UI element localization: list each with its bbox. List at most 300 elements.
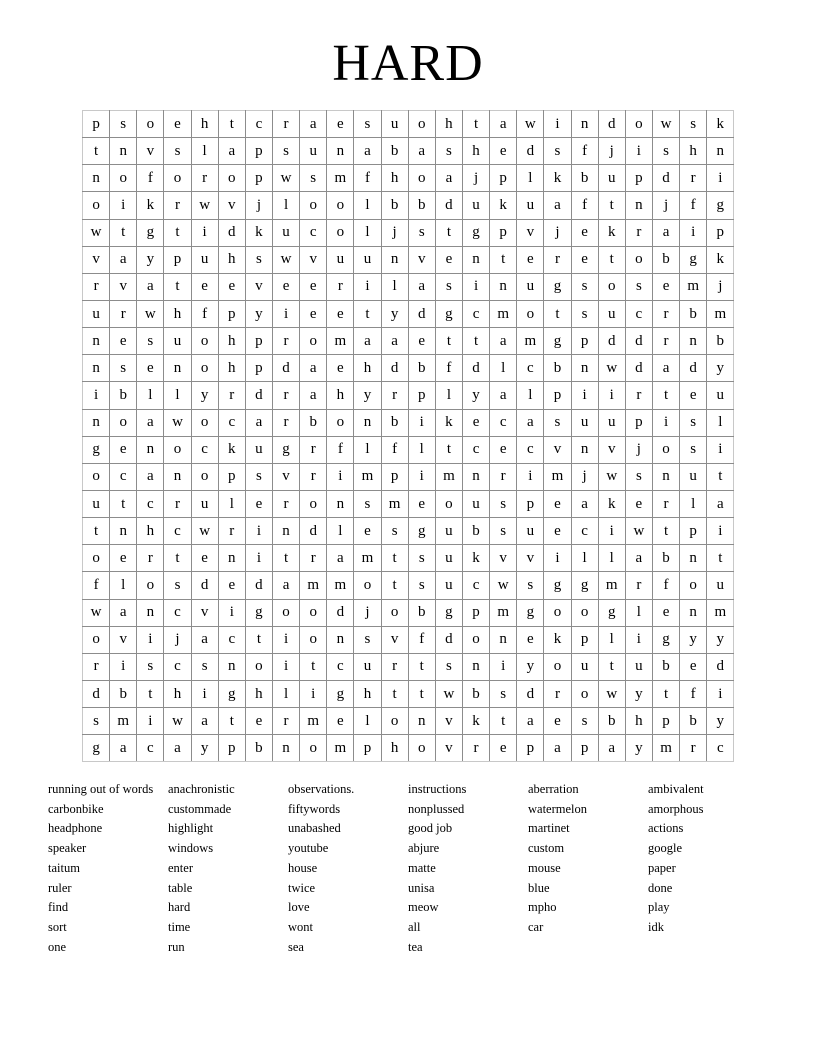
grid-cell[interactable]: t (164, 545, 191, 572)
grid-cell[interactable]: s (571, 708, 598, 735)
grid-cell[interactable]: i (272, 300, 299, 327)
grid-cell[interactable]: b (381, 138, 408, 165)
grid-cell[interactable]: t (652, 680, 679, 707)
grid-cell[interactable]: m (327, 572, 354, 599)
grid-cell[interactable]: e (571, 246, 598, 273)
grid-cell[interactable]: u (245, 436, 272, 463)
grid-cell[interactable]: n (83, 328, 110, 355)
grid-cell[interactable]: u (707, 572, 734, 599)
grid-cell[interactable]: c (517, 436, 544, 463)
grid-cell[interactable]: v (110, 273, 137, 300)
grid-cell[interactable]: r (652, 328, 679, 355)
grid-cell[interactable]: u (680, 463, 707, 490)
grid-cell[interactable]: l (517, 382, 544, 409)
grid-cell[interactable]: i (707, 518, 734, 545)
grid-cell[interactable]: j (571, 463, 598, 490)
grid-cell[interactable]: p (354, 735, 381, 762)
grid-cell[interactable]: a (164, 735, 191, 762)
grid-cell[interactable]: p (707, 219, 734, 246)
grid-cell[interactable]: r (110, 300, 137, 327)
grid-cell[interactable]: r (83, 273, 110, 300)
grid-cell[interactable]: n (218, 545, 245, 572)
grid-cell[interactable]: e (272, 273, 299, 300)
grid-cell[interactable]: b (652, 545, 679, 572)
grid-cell[interactable]: v (191, 599, 218, 626)
grid-cell[interactable]: e (164, 111, 191, 138)
grid-cell[interactable]: r (191, 165, 218, 192)
grid-cell[interactable]: s (164, 572, 191, 599)
grid-cell[interactable]: e (408, 328, 435, 355)
grid-cell[interactable]: t (490, 708, 517, 735)
grid-cell[interactable]: o (245, 653, 272, 680)
grid-cell[interactable]: y (191, 382, 218, 409)
grid-cell[interactable]: a (544, 735, 571, 762)
grid-cell[interactable]: d (435, 626, 462, 653)
grid-cell[interactable]: s (680, 436, 707, 463)
grid-cell[interactable]: e (490, 436, 517, 463)
grid-cell[interactable]: h (191, 111, 218, 138)
grid-cell[interactable]: t (164, 219, 191, 246)
grid-cell[interactable]: h (381, 165, 408, 192)
grid-cell[interactable]: s (490, 490, 517, 517)
grid-cell[interactable]: n (354, 409, 381, 436)
grid-cell[interactable]: o (354, 572, 381, 599)
grid-cell[interactable]: s (381, 518, 408, 545)
grid-cell[interactable]: h (137, 518, 164, 545)
grid-cell[interactable]: o (191, 463, 218, 490)
grid-cell[interactable]: v (517, 219, 544, 246)
grid-cell[interactable]: w (191, 192, 218, 219)
grid-cell[interactable]: f (435, 355, 462, 382)
grid-cell[interactable]: b (462, 680, 489, 707)
grid-cell[interactable]: d (625, 355, 652, 382)
grid-cell[interactable]: v (408, 246, 435, 273)
grid-cell[interactable]: l (354, 708, 381, 735)
grid-cell[interactable]: f (680, 680, 707, 707)
grid-cell[interactable]: r (272, 708, 299, 735)
grid-cell[interactable]: n (652, 463, 679, 490)
grid-cell[interactable]: t (300, 653, 327, 680)
grid-cell[interactable]: s (544, 409, 571, 436)
grid-cell[interactable]: i (652, 409, 679, 436)
grid-cell[interactable]: g (245, 599, 272, 626)
grid-cell[interactable]: a (137, 463, 164, 490)
grid-cell[interactable]: l (137, 382, 164, 409)
grid-cell[interactable]: p (544, 382, 571, 409)
grid-cell[interactable]: v (544, 436, 571, 463)
grid-cell[interactable]: k (245, 219, 272, 246)
grid-cell[interactable]: m (490, 599, 517, 626)
grid-cell[interactable]: p (218, 300, 245, 327)
grid-cell[interactable]: p (245, 165, 272, 192)
grid-cell[interactable]: d (245, 382, 272, 409)
grid-cell[interactable]: u (517, 273, 544, 300)
grid-cell[interactable]: a (300, 355, 327, 382)
grid-cell[interactable]: n (462, 463, 489, 490)
grid-cell[interactable]: h (327, 382, 354, 409)
grid-cell[interactable]: g (707, 192, 734, 219)
grid-cell[interactable]: r (300, 436, 327, 463)
grid-cell[interactable]: t (462, 111, 489, 138)
grid-cell[interactable]: d (598, 111, 625, 138)
grid-cell[interactable]: t (598, 192, 625, 219)
grid-cell[interactable]: a (137, 409, 164, 436)
grid-cell[interactable]: e (680, 653, 707, 680)
grid-cell[interactable]: a (110, 599, 137, 626)
grid-cell[interactable]: t (598, 246, 625, 273)
grid-cell[interactable]: n (571, 111, 598, 138)
grid-cell[interactable]: e (191, 545, 218, 572)
grid-cell[interactable]: b (408, 192, 435, 219)
grid-cell[interactable]: b (381, 409, 408, 436)
grid-cell[interactable]: j (625, 436, 652, 463)
grid-cell[interactable]: c (707, 735, 734, 762)
grid-cell[interactable]: v (598, 436, 625, 463)
grid-cell[interactable]: t (110, 219, 137, 246)
grid-cell[interactable]: l (381, 273, 408, 300)
grid-cell[interactable]: d (191, 572, 218, 599)
grid-cell[interactable]: o (272, 599, 299, 626)
grid-cell[interactable]: f (83, 572, 110, 599)
grid-cell[interactable]: o (83, 463, 110, 490)
grid-cell[interactable]: a (598, 735, 625, 762)
grid-cell[interactable]: s (164, 138, 191, 165)
grid-cell[interactable]: i (218, 599, 245, 626)
grid-cell[interactable]: a (435, 165, 462, 192)
grid-cell[interactable]: p (517, 490, 544, 517)
grid-cell[interactable]: i (490, 653, 517, 680)
grid-cell[interactable]: r (272, 382, 299, 409)
grid-cell[interactable]: d (707, 653, 734, 680)
grid-cell[interactable]: k (462, 545, 489, 572)
grid-cell[interactable]: s (110, 111, 137, 138)
grid-cell[interactable]: s (137, 653, 164, 680)
grid-cell[interactable]: r (327, 273, 354, 300)
grid-cell[interactable]: r (300, 463, 327, 490)
grid-cell[interactable]: p (245, 355, 272, 382)
grid-cell[interactable]: h (381, 735, 408, 762)
grid-cell[interactable]: u (83, 490, 110, 517)
grid-cell[interactable]: r (272, 111, 299, 138)
grid-cell[interactable]: e (517, 626, 544, 653)
grid-cell[interactable]: t (408, 680, 435, 707)
grid-cell[interactable]: i (707, 165, 734, 192)
grid-cell[interactable]: o (381, 708, 408, 735)
grid-cell[interactable]: a (218, 138, 245, 165)
grid-cell[interactable]: c (462, 300, 489, 327)
grid-cell[interactable]: o (327, 192, 354, 219)
grid-cell[interactable]: a (191, 626, 218, 653)
grid-cell[interactable]: i (680, 219, 707, 246)
grid-cell[interactable]: e (462, 409, 489, 436)
grid-cell[interactable]: r (218, 382, 245, 409)
grid-cell[interactable]: j (462, 165, 489, 192)
grid-cell[interactable]: o (191, 409, 218, 436)
grid-cell[interactable]: a (652, 355, 679, 382)
grid-cell[interactable]: k (707, 246, 734, 273)
grid-cell[interactable]: b (381, 192, 408, 219)
grid-cell[interactable]: o (517, 300, 544, 327)
grid-cell[interactable]: s (408, 572, 435, 599)
grid-cell[interactable]: f (381, 436, 408, 463)
grid-cell[interactable]: t (381, 545, 408, 572)
grid-cell[interactable]: b (680, 300, 707, 327)
grid-cell[interactable]: r (652, 300, 679, 327)
grid-cell[interactable]: s (680, 409, 707, 436)
grid-cell[interactable]: e (652, 273, 679, 300)
grid-cell[interactable]: j (381, 219, 408, 246)
grid-cell[interactable]: m (327, 328, 354, 355)
grid-cell[interactable]: e (490, 138, 517, 165)
grid-cell[interactable]: m (598, 572, 625, 599)
grid-cell[interactable]: i (354, 273, 381, 300)
grid-cell[interactable]: f (571, 192, 598, 219)
grid-cell[interactable]: t (381, 572, 408, 599)
grid-cell[interactable]: k (218, 436, 245, 463)
grid-cell[interactable]: m (381, 490, 408, 517)
grid-cell[interactable]: t (435, 219, 462, 246)
grid-cell[interactable]: u (517, 192, 544, 219)
grid-cell[interactable]: i (272, 653, 299, 680)
grid-cell[interactable]: o (625, 111, 652, 138)
grid-cell[interactable]: c (462, 572, 489, 599)
grid-cell[interactable]: c (164, 599, 191, 626)
grid-cell[interactable]: l (517, 165, 544, 192)
grid-cell[interactable]: i (598, 382, 625, 409)
grid-cell[interactable]: v (137, 138, 164, 165)
grid-cell[interactable]: o (680, 572, 707, 599)
grid-cell[interactable]: b (707, 328, 734, 355)
grid-cell[interactable]: o (191, 355, 218, 382)
grid-cell[interactable]: t (164, 273, 191, 300)
grid-cell[interactable]: v (490, 545, 517, 572)
grid-cell[interactable]: c (218, 626, 245, 653)
grid-cell[interactable]: u (571, 653, 598, 680)
grid-cell[interactable]: e (245, 708, 272, 735)
grid-cell[interactable]: s (625, 463, 652, 490)
grid-cell[interactable]: i (245, 518, 272, 545)
grid-cell[interactable]: f (137, 165, 164, 192)
grid-cell[interactable]: e (245, 490, 272, 517)
grid-cell[interactable]: p (83, 111, 110, 138)
grid-cell[interactable]: f (680, 192, 707, 219)
grid-cell[interactable]: k (598, 219, 625, 246)
grid-cell[interactable]: b (408, 355, 435, 382)
grid-cell[interactable]: u (83, 300, 110, 327)
grid-cell[interactable]: r (680, 165, 707, 192)
grid-cell[interactable]: n (707, 138, 734, 165)
grid-cell[interactable]: t (245, 626, 272, 653)
grid-cell[interactable]: m (652, 735, 679, 762)
grid-cell[interactable]: n (625, 192, 652, 219)
grid-cell[interactable]: e (544, 518, 571, 545)
grid-cell[interactable]: u (354, 246, 381, 273)
grid-cell[interactable]: n (381, 246, 408, 273)
grid-cell[interactable]: n (218, 653, 245, 680)
grid-cell[interactable]: o (571, 599, 598, 626)
grid-cell[interactable]: a (137, 273, 164, 300)
grid-cell[interactable]: g (571, 572, 598, 599)
grid-cell[interactable]: u (381, 111, 408, 138)
grid-cell[interactable]: t (435, 328, 462, 355)
grid-cell[interactable]: f (571, 138, 598, 165)
grid-cell[interactable]: j (707, 273, 734, 300)
grid-cell[interactable]: p (462, 599, 489, 626)
grid-cell[interactable]: g (544, 328, 571, 355)
grid-cell[interactable]: o (83, 545, 110, 572)
grid-cell[interactable]: b (110, 382, 137, 409)
grid-cell[interactable]: r (300, 545, 327, 572)
grid-cell[interactable]: e (517, 246, 544, 273)
grid-cell[interactable]: l (625, 599, 652, 626)
grid-cell[interactable]: t (272, 545, 299, 572)
grid-cell[interactable]: r (381, 653, 408, 680)
grid-cell[interactable]: u (435, 518, 462, 545)
grid-cell[interactable]: e (680, 382, 707, 409)
grid-cell[interactable]: i (707, 436, 734, 463)
grid-cell[interactable]: e (218, 572, 245, 599)
grid-cell[interactable]: i (625, 626, 652, 653)
grid-cell[interactable]: p (381, 463, 408, 490)
grid-cell[interactable]: d (381, 355, 408, 382)
grid-cell[interactable]: u (598, 409, 625, 436)
grid-cell[interactable]: v (272, 463, 299, 490)
grid-cell[interactable]: n (110, 138, 137, 165)
grid-cell[interactable]: u (598, 300, 625, 327)
grid-cell[interactable]: t (462, 328, 489, 355)
grid-cell[interactable]: p (571, 328, 598, 355)
grid-cell[interactable]: e (327, 708, 354, 735)
grid-cell[interactable]: l (354, 219, 381, 246)
grid-cell[interactable]: j (652, 192, 679, 219)
grid-cell[interactable]: p (652, 708, 679, 735)
grid-cell[interactable]: a (354, 328, 381, 355)
grid-cell[interactable]: o (218, 165, 245, 192)
grid-cell[interactable]: l (571, 545, 598, 572)
grid-cell[interactable]: t (137, 680, 164, 707)
grid-cell[interactable]: r (218, 518, 245, 545)
grid-cell[interactable]: o (544, 599, 571, 626)
grid-cell[interactable]: i (625, 138, 652, 165)
grid-cell[interactable]: i (191, 219, 218, 246)
grid-cell[interactable]: l (598, 545, 625, 572)
grid-cell[interactable]: w (598, 355, 625, 382)
grid-cell[interactable]: g (435, 300, 462, 327)
grid-cell[interactable]: k (490, 192, 517, 219)
grid-cell[interactable]: e (300, 300, 327, 327)
grid-cell[interactable]: e (110, 545, 137, 572)
grid-cell[interactable]: d (517, 138, 544, 165)
grid-cell[interactable]: n (272, 518, 299, 545)
grid-cell[interactable]: b (408, 599, 435, 626)
grid-cell[interactable]: k (544, 626, 571, 653)
grid-cell[interactable]: r (490, 463, 517, 490)
grid-cell[interactable]: e (544, 708, 571, 735)
grid-cell[interactable]: r (137, 545, 164, 572)
grid-cell[interactable]: y (354, 382, 381, 409)
grid-cell[interactable]: y (137, 246, 164, 273)
grid-cell[interactable]: i (191, 680, 218, 707)
grid-cell[interactable]: y (462, 382, 489, 409)
grid-cell[interactable]: s (680, 111, 707, 138)
grid-cell[interactable]: u (191, 490, 218, 517)
grid-cell[interactable]: l (327, 518, 354, 545)
grid-cell[interactable]: s (354, 626, 381, 653)
grid-cell[interactable]: u (300, 138, 327, 165)
grid-cell[interactable]: e (652, 599, 679, 626)
grid-cell[interactable]: o (408, 111, 435, 138)
grid-cell[interactable]: n (137, 436, 164, 463)
grid-cell[interactable]: h (245, 680, 272, 707)
grid-cell[interactable]: a (408, 138, 435, 165)
grid-cell[interactable]: i (517, 463, 544, 490)
grid-cell[interactable]: y (707, 626, 734, 653)
grid-cell[interactable]: g (598, 599, 625, 626)
grid-cell[interactable]: e (327, 111, 354, 138)
grid-cell[interactable]: y (381, 300, 408, 327)
grid-cell[interactable]: b (300, 409, 327, 436)
grid-cell[interactable]: a (571, 490, 598, 517)
grid-cell[interactable]: v (110, 626, 137, 653)
grid-cell[interactable]: t (381, 680, 408, 707)
grid-cell[interactable]: y (680, 626, 707, 653)
grid-cell[interactable]: i (408, 409, 435, 436)
grid-cell[interactable]: i (300, 680, 327, 707)
grid-cell[interactable]: o (300, 192, 327, 219)
grid-cell[interactable]: o (83, 626, 110, 653)
grid-cell[interactable]: d (83, 680, 110, 707)
grid-cell[interactable]: r (625, 382, 652, 409)
grid-cell[interactable]: n (164, 355, 191, 382)
grid-cell[interactable]: y (517, 653, 544, 680)
grid-cell[interactable]: b (680, 708, 707, 735)
grid-cell[interactable]: n (83, 165, 110, 192)
grid-cell[interactable]: n (110, 518, 137, 545)
grid-cell[interactable]: t (83, 138, 110, 165)
grid-cell[interactable]: g (218, 680, 245, 707)
grid-cell[interactable]: i (707, 680, 734, 707)
grid-cell[interactable]: h (164, 300, 191, 327)
grid-cell[interactable]: k (462, 708, 489, 735)
grid-cell[interactable]: i (245, 545, 272, 572)
grid-cell[interactable]: a (381, 328, 408, 355)
grid-cell[interactable]: m (490, 300, 517, 327)
grid-cell[interactable]: y (245, 300, 272, 327)
grid-cell[interactable]: i (462, 273, 489, 300)
grid-cell[interactable]: s (435, 653, 462, 680)
grid-cell[interactable]: b (110, 680, 137, 707)
grid-cell[interactable]: s (490, 518, 517, 545)
grid-cell[interactable]: u (164, 328, 191, 355)
grid-cell[interactable]: v (517, 545, 544, 572)
grid-cell[interactable]: w (83, 219, 110, 246)
grid-cell[interactable]: b (571, 165, 598, 192)
grid-cell[interactable]: c (625, 300, 652, 327)
grid-cell[interactable]: v (218, 192, 245, 219)
grid-cell[interactable]: d (245, 572, 272, 599)
grid-cell[interactable]: e (218, 273, 245, 300)
grid-cell[interactable]: e (571, 219, 598, 246)
grid-cell[interactable]: g (83, 436, 110, 463)
grid-cell[interactable]: r (381, 382, 408, 409)
grid-cell[interactable]: i (110, 653, 137, 680)
grid-cell[interactable]: u (354, 653, 381, 680)
grid-cell[interactable]: s (490, 680, 517, 707)
grid-cell[interactable]: f (191, 300, 218, 327)
grid-cell[interactable]: r (272, 328, 299, 355)
grid-cell[interactable]: e (137, 355, 164, 382)
grid-cell[interactable]: p (164, 246, 191, 273)
